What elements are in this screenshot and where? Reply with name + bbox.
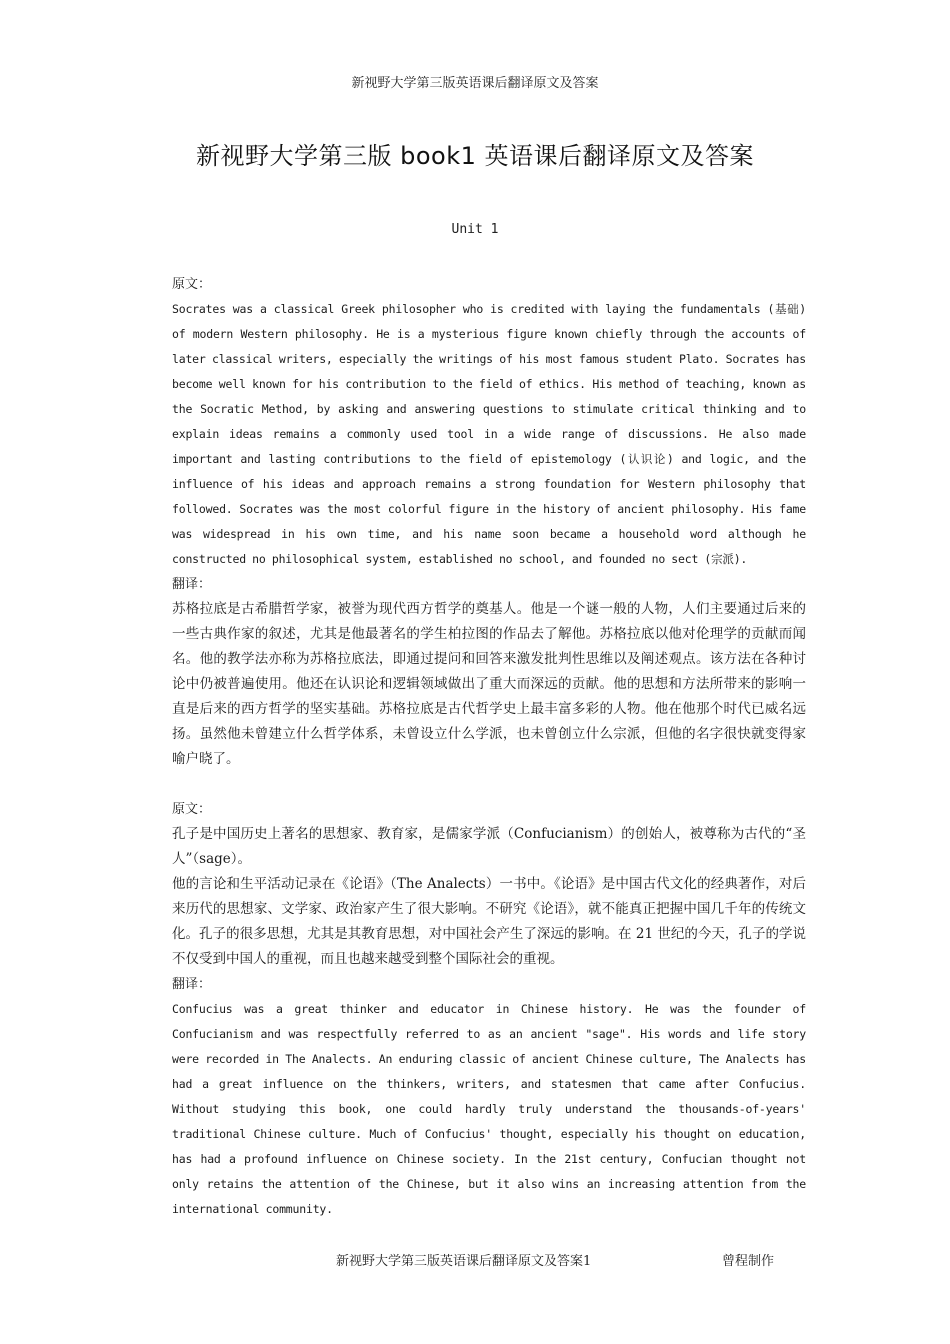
source-text-1: Socrates was a classical Greek philosopher who is credited with laying the fundamentals (基础) of modern Western philosophy. He is a mysterious figure known chiefly through the accounts of later classical writers, especially the writings of his most famous student Plato. Socrates has become well known for his contribution to the field of ethics. His method of teaching, known as the Socratic Method, by asking and answering questions to stimulate critical thinking and to explain ideas remains a commonly used tool in a wide range of discussions. He also made important and lasting contributions to the field of epistemology (认识论) and logic, and the influence of his ideas and approach remains a strong foundation for Western philosophy that followed. Socrates was the most colorful figure in the history of ancient philosophy. His fame was widespread in his own time, and his name soon became a household word although he constructed no philosophical system, established no school, and founded no sect (宗派).	[172, 302, 806, 566]
translation-label-1: 翻译：	[172, 577, 212, 592]
translation-text-2: Confucius was a great thinker and educator in Chinese history. He was the founder of Confucianism and was respectfully referred to as an ancient "sage". His words and life story were recorded in The Analects. An enduring classic of ancient Chinese culture, The Analects has had a great influence on the thinkers, writers, and statesmen that came after Confucius. Without studying this book, one could hardly truly understand the thousands-of-years' traditional Chinese culture. Much of Confucius' thought, especially his thought on education, has had a profound influence on Chinese society. In the 21st century, Confucian thought not only retains the attention of the Chinese, but it also wins an increasing attention from the international community.	[172, 1002, 806, 1216]
section-gap	[172, 772, 806, 797]
unit-label: Unit 1	[451, 222, 499, 237]
source-label-2: 原文：	[172, 802, 212, 817]
translation-text-1: 苏格拉底是古希腊哲学家，被誉为现代西方哲学的奠基人。他是一个谜一般的人物，人们主要通过后来的一些古典作家的叙述，尤其是他最著名的学生柏拉图的作品去了解他。苏格拉底以他对伦理学的贡献而闻名。他的教学法亦称为苏格拉底法，即通过提问和回答来激发批判性思维以及阐述观点。该方法在各种讨论中仍被普遍使用。他还在认识论和逻辑领域做出了重大而深远的贡献。他的思想和方法所带来的影响一直是后来的西方哲学的坚实基础。苏格拉底是古代哲学史上最丰富多彩的人物。他在他那个时代已威名远扬。虽然他未曾建立什么哲学体系，未曾设立什么学派，也未曾创立什么宗派，但他的名字很快就变得家喻户晓了。	[172, 601, 806, 767]
running-header: 新视野大学第三版英语课后翻译原文及答案	[351, 76, 599, 91]
source-label-1: 原文：	[172, 277, 212, 292]
running-footer: 新视野大学第三版英语课后翻译原文及答案1	[336, 1254, 592, 1269]
document-body	[172, 272, 806, 1222]
source-paragraph-2b: 他的言论和生平活动记录在《论语》（The Analects）一书中。《论语》是中国古代文化的经典著作，对后来历代的思想家、文学家、政治家产生了很大影响。不研究《论语》，就不能真正把握中国几千年的传统文化。孔子的很多思想，尤其是其教育思想，对中国社会产生了深远的影响。在 21 世纪的今天，孔子的学说不仅受到中国人的重视，而且也越来越受到整个国际社会的重视。	[172, 876, 806, 967]
footer-author: 曾程制作	[722, 1254, 775, 1269]
translation-label-2: 翻译：	[172, 977, 212, 992]
source-paragraph-2a: 孔子是中国历史上著名的思想家、教育家，是儒家学派（Confucianism）的创始人，被尊称为古代的“圣人”（sage）。	[172, 826, 806, 867]
document-title: 新视野大学第三版 book1 英语课后翻译原文及答案	[195, 142, 755, 170]
